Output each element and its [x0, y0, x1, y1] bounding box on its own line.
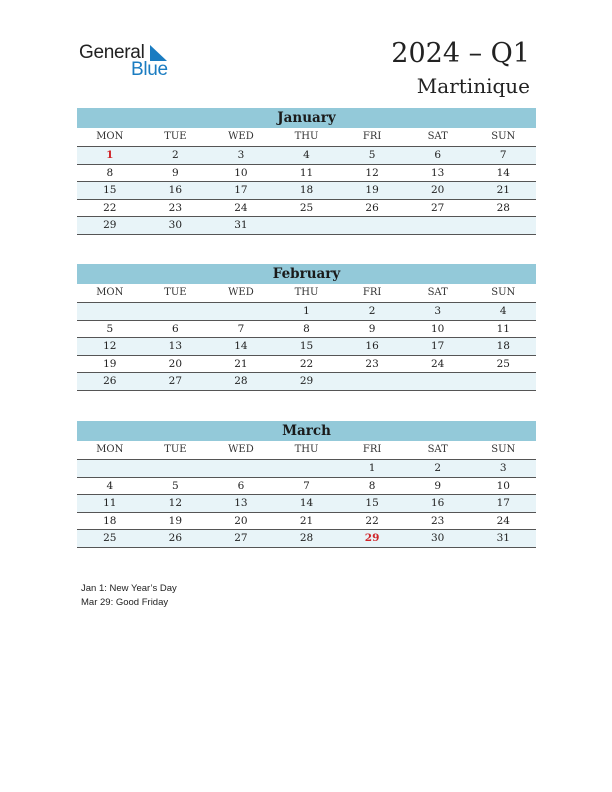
date-cell: 12: [365, 166, 379, 179]
date-cell: 27: [234, 532, 248, 544]
weekday-label: SAT: [427, 287, 448, 298]
date-cell: 11: [496, 322, 510, 335]
date-cell: 22: [365, 514, 379, 527]
date-cell: 4: [499, 305, 507, 317]
date-cell: 18: [103, 514, 117, 527]
weekday-label: FRI: [362, 444, 382, 455]
date-cell: 19: [168, 514, 183, 527]
weekday-label: TUE: [164, 287, 187, 298]
weekday-header-row: [77, 128, 536, 147]
week-row: [77, 338, 536, 356]
date-cell: 7: [237, 322, 245, 335]
logo-text-general: General: [79, 42, 145, 63]
holiday-note: Jan 1: New Year’s Day: [81, 583, 177, 594]
date-cell: 22: [103, 201, 117, 214]
weekday-label: FRI: [362, 131, 382, 142]
date-cell: 8: [368, 479, 376, 492]
date-cell: 22: [299, 357, 314, 370]
date-cell: 31: [496, 532, 510, 544]
week-row: [77, 460, 536, 478]
date-cell: 28: [299, 532, 314, 544]
weekday-label: SAT: [427, 444, 448, 455]
month-january: [77, 108, 536, 235]
date-cell: 27: [430, 201, 445, 214]
week-row: [77, 478, 536, 496]
date-cell: 1: [368, 462, 376, 474]
date-cell: [208, 460, 274, 477]
month-march: [77, 421, 536, 548]
date-cell: 20: [430, 184, 445, 196]
date-cell: 3: [237, 149, 245, 161]
date-cell: 15: [365, 497, 379, 509]
holiday-note: Mar 29: Good Friday: [81, 597, 169, 608]
date-cell: 17: [430, 340, 445, 352]
date-cell: 24: [234, 201, 248, 214]
date-cell: 23: [430, 514, 445, 527]
date-cell: 25: [103, 532, 117, 544]
date-cell: 16: [365, 340, 379, 352]
date-cell: 12: [168, 497, 183, 509]
date-cell: 10: [234, 166, 248, 179]
week-row: [77, 200, 536, 218]
weekday-label: THU: [294, 287, 319, 298]
date-cell: 2: [368, 305, 376, 317]
date-cell: 30: [430, 532, 445, 544]
date-cell: 20: [168, 357, 183, 370]
weekday-header-row: [77, 441, 536, 460]
week-row: [77, 303, 536, 321]
date-cell: 24: [430, 357, 445, 370]
date-cell: 13: [430, 166, 445, 179]
week-row: [77, 182, 536, 200]
date-cell: 12: [103, 340, 117, 352]
date-cell: 21: [496, 184, 510, 196]
date-cell: 30: [168, 219, 183, 231]
date-cell: 23: [168, 201, 183, 214]
date-cell: 9: [368, 322, 376, 335]
holiday-notes: [81, 582, 177, 610]
weekday-label: SUN: [491, 131, 516, 142]
date-cell: 14: [234, 340, 248, 352]
date-cell: 6: [237, 479, 245, 492]
date-cell: 26: [168, 532, 183, 544]
week-row: [77, 147, 536, 165]
date-cell: 31: [234, 219, 248, 231]
date-cell: 17: [496, 497, 510, 509]
week-row: [77, 321, 536, 339]
date-cell: 6: [172, 322, 179, 335]
quarter-title: 2024 – Q1: [391, 38, 530, 69]
weekday-label: MON: [96, 287, 124, 298]
weekday-label: TUE: [164, 444, 187, 455]
date-cell: 24: [496, 514, 510, 527]
date-cell: 4: [303, 149, 310, 161]
date-cell: 7: [303, 479, 310, 492]
date-cell: 5: [106, 322, 114, 335]
weekday-label: TUE: [164, 131, 187, 142]
weekday-label: WED: [228, 131, 254, 142]
date-cell: 8: [303, 322, 310, 335]
week-row: [77, 165, 536, 183]
date-cell: 29: [103, 219, 117, 231]
date-cell: [405, 373, 471, 390]
month-title: March: [77, 421, 536, 441]
date-cell: 19: [365, 184, 379, 196]
date-cell: 27: [168, 375, 183, 387]
date-cell: 5: [172, 479, 179, 492]
date-cell: 15: [299, 340, 314, 352]
date-cell: 25: [496, 357, 510, 370]
date-cell: 2: [434, 462, 442, 474]
week-row: [77, 513, 536, 531]
date-cell: 18: [496, 340, 510, 352]
date-cell: 1: [303, 305, 310, 317]
date-cell: 21: [234, 357, 248, 370]
date-cell: 4: [106, 479, 114, 492]
date-cell: 7: [499, 149, 507, 161]
weekday-label: SAT: [427, 131, 448, 142]
date-cell: [405, 217, 471, 234]
date-cell: [274, 217, 340, 234]
date-cell: 11: [103, 497, 117, 509]
date-cell: [470, 217, 536, 234]
date-cell: [143, 460, 209, 477]
date-cell: 28: [496, 201, 510, 214]
date-cell: 14: [496, 166, 510, 179]
date-cell: 29: [299, 375, 314, 387]
date-cell: 10: [430, 322, 445, 335]
date-cell: [208, 303, 274, 320]
weekday-label: SUN: [491, 444, 516, 455]
month-february: [77, 264, 536, 391]
weekday-label: MON: [96, 131, 124, 142]
week-row: [77, 373, 536, 391]
holiday-date-cell: 1: [106, 149, 114, 161]
country-title: Martinique: [416, 74, 530, 98]
week-row: [77, 530, 536, 548]
date-cell: 18: [299, 184, 314, 196]
date-cell: [143, 303, 209, 320]
date-cell: [470, 373, 536, 390]
logo-text-blue: Blue: [131, 59, 168, 80]
date-cell: [274, 460, 340, 477]
holiday-date-cell: 29: [364, 532, 380, 544]
week-row: [77, 217, 536, 235]
date-cell: 13: [168, 340, 183, 352]
weekday-label: WED: [228, 287, 254, 298]
date-cell: 23: [365, 357, 379, 370]
date-cell: 16: [430, 497, 445, 509]
week-row: [77, 356, 536, 374]
date-cell: 8: [106, 166, 114, 179]
weekday-header-row: [77, 284, 536, 303]
date-cell: 5: [368, 149, 376, 161]
date-cell: 28: [234, 375, 248, 387]
date-cell: 21: [299, 514, 314, 527]
date-cell: 9: [434, 479, 442, 492]
date-cell: 9: [172, 166, 179, 179]
date-cell: 13: [234, 497, 248, 509]
date-cell: 3: [434, 305, 442, 317]
date-cell: 19: [103, 357, 117, 370]
date-cell: [77, 460, 143, 477]
date-cell: 20: [234, 514, 248, 527]
date-cell: 6: [434, 149, 442, 161]
date-cell: 10: [496, 479, 510, 492]
generalblue-logo: [79, 42, 179, 82]
date-cell: [339, 217, 405, 234]
date-cell: 3: [499, 462, 507, 474]
date-cell: 26: [365, 201, 379, 214]
date-cell: 15: [103, 184, 117, 196]
weekday-label: FRI: [362, 287, 382, 298]
date-cell: 25: [299, 201, 314, 214]
weekday-label: WED: [228, 444, 254, 455]
week-row: [77, 495, 536, 513]
month-title: February: [77, 264, 536, 284]
month-title: January: [77, 108, 536, 128]
weekday-label: THU: [294, 444, 319, 455]
date-cell: [339, 373, 405, 390]
date-cell: 2: [172, 149, 179, 161]
date-cell: [77, 303, 143, 320]
weekday-label: THU: [294, 131, 319, 142]
weekday-label: MON: [96, 444, 124, 455]
weekday-label: SUN: [491, 287, 516, 298]
date-cell: 26: [103, 375, 117, 387]
date-cell: 11: [299, 166, 314, 179]
date-cell: 17: [234, 184, 248, 196]
date-cell: 14: [299, 497, 314, 509]
date-cell: 16: [168, 184, 183, 196]
